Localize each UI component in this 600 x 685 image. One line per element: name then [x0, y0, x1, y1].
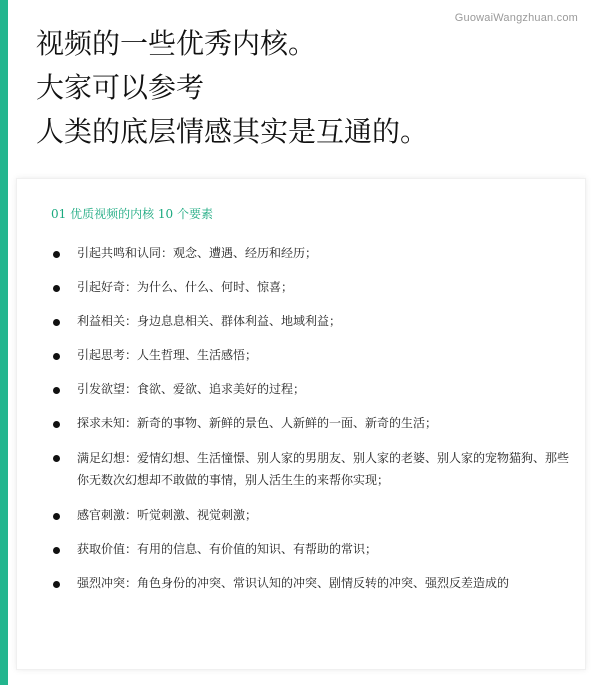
list-item: [53, 573, 573, 593]
bullet-icon: [53, 353, 60, 360]
intro-line-2: 大家可以参考: [36, 71, 205, 104]
list-item-text: 引起共鸣和认同：观念、遭遇、经历和经历；: [77, 246, 318, 260]
list-item-text: 感官刺激：听觉刺激、视觉刺激；: [77, 508, 258, 522]
bullet-icon: [53, 387, 60, 394]
content-panel: [16, 178, 586, 670]
element-list: [53, 243, 573, 607]
list-item: [53, 345, 573, 365]
bullet-icon: [53, 421, 60, 428]
watermark: GuowaiWangzhuan.com: [454, 12, 578, 24]
section-title: 01 优质视频的内核 10 个要素: [51, 207, 213, 221]
list-item: [53, 539, 573, 559]
list-item-text: 满足幻想：爱情幻想、生活憧憬、别人家的男朋友、别人家的老婆、别人家的宠物猫狗、那些你无数次幻想却不敢做的事情，别人活生生的来帮你实现；: [77, 451, 570, 487]
bullet-icon: [53, 285, 60, 292]
list-item: [53, 277, 573, 297]
list-item-text: 利益相关：身边息息相关、群体利益、地域利益；: [77, 314, 342, 328]
list-item: [53, 505, 573, 525]
list-item-text: 引发欲望：食欲、爱欲、追求美好的过程；: [77, 382, 306, 396]
list-item: [53, 243, 573, 263]
bullet-icon: [53, 513, 60, 520]
list-item: [53, 447, 573, 491]
bullet-icon: [53, 319, 60, 326]
list-item-text: 引起好奇：为什么、什么、何时、惊喜；: [77, 280, 294, 294]
list-item: [53, 413, 573, 433]
bullet-icon: [53, 547, 60, 554]
bullet-icon: [53, 251, 60, 258]
list-item: [53, 379, 573, 399]
intro-line-1: 视频的一些优秀内核。: [36, 27, 317, 60]
list-item: [53, 311, 573, 331]
left-accent-bar: [0, 0, 8, 685]
bullet-icon: [53, 581, 60, 588]
intro-text: [36, 22, 576, 154]
bullet-icon: [53, 455, 60, 462]
intro-line-3: 人类的底层情感其实是互通的。: [36, 115, 429, 148]
list-item-text: 获取价值：有用的信息、有价值的知识、有帮助的常识；: [77, 542, 378, 556]
list-item-text: 强烈冲突：角色身份的冲突、常识认知的冲突、剧情反转的冲突、强烈反差造成的: [77, 576, 510, 590]
list-item-text: 引起思考：人生哲理、生活感悟；: [77, 348, 258, 362]
list-item-text: 探求未知：新奇的事物、新鲜的景色、人新鲜的一面、新奇的生活；: [77, 416, 438, 430]
